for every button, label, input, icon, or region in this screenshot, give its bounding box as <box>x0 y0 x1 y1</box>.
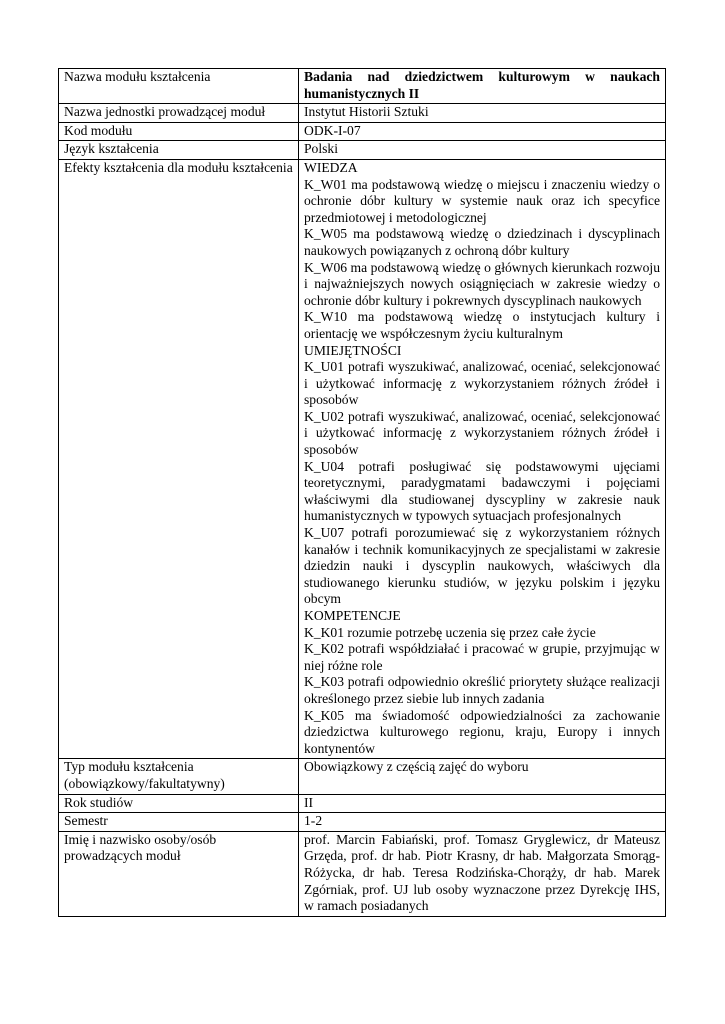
teachers-label: Imię i nazwisko osoby/osób prowadzących moduł <box>59 831 299 916</box>
competences-heading: KOMPETENCJE <box>304 608 401 623</box>
row-semester <box>59 813 666 832</box>
type-label: Typ modułu kształcenia (obowiązkowy/fakultatywny) <box>59 759 299 794</box>
outcome-item: K_W06 ma podstawową wiedzę o głównych kierunkach rozwoju i najważniejszych nowych osiągnięciach w zakresie wiedzy o ochronie dóbr kultury i pokrewnych dyscyplinach naukowych <box>304 259 660 308</box>
outcome-item: K_K01 rozumie potrzebę uczenia się przez całe życie <box>304 624 596 640</box>
module-syllabus-table <box>58 68 666 917</box>
outcome-item: K_W01 ma podstawową wiedzę o miejscu i znaczeniu wiedzy o ochronie dóbr kultury w systemie nauk oraz ich specyfice przedmiotowej i metodologicznej <box>304 176 660 225</box>
module-name-value: Badania nad dziedzictwem kulturowym w naukach humanistycznych II <box>299 69 666 104</box>
row-teachers <box>59 831 666 916</box>
outcomes-label: Efekty kształcenia dla modułu kształcenia <box>59 159 299 758</box>
outcome-item: K_K03 potrafi odpowiednio określić priorytety służące realizacji określonego przez siebie lub innych zadania <box>304 674 660 706</box>
outcomes-value <box>299 159 666 758</box>
outcome-item: K_W05 ma podstawową wiedzę o dziedzinach i dyscyplinach naukowych powiązanych z ochroną dóbr kultury <box>304 226 660 258</box>
outcome-item: K_U07 potrafi porozumiewać się z wykorzystaniem różnych kanałów i technik komunikacyjnych ze specjalistami w zakresie dziedzin nauki i dyscyplin naukowych, właściwych dla studiowanego kierunku studiów, w języku polskim i języku obcym <box>304 525 660 607</box>
row-unit <box>59 104 666 123</box>
language-label: Język kształcenia <box>59 141 299 160</box>
year-label: Rok studiów <box>59 794 299 813</box>
module-name-label: Nazwa modułu kształcenia <box>59 69 299 104</box>
outcome-item: K_U02 potrafi wyszukiwać, analizować, oceniać, selekcjonować i użytkować informację z wykorzystaniem różnych źródeł i sposobów <box>304 408 660 458</box>
row-outcomes <box>59 159 666 758</box>
row-code <box>59 122 666 141</box>
language-value: Polski <box>299 141 666 160</box>
row-type <box>59 759 666 794</box>
outcome-item: K_K02 potrafi współdziałać i pracować w grupie, przyjmując w niej różne role <box>304 641 660 673</box>
outcome-item: K_U01 potrafi wyszukiwać, analizować, oceniać, selekcjonować i użytkować informację z wykorzystaniem różnych źródeł i sposobów <box>304 359 660 408</box>
type-value: Obowiązkowy z częścią zajęć do wyboru <box>299 759 666 794</box>
row-language <box>59 141 666 160</box>
row-module-name <box>59 69 666 104</box>
row-year <box>59 794 666 813</box>
semester-value: 1-2 <box>299 813 666 832</box>
code-label: Kod modułu <box>59 122 299 141</box>
year-value: II <box>299 794 666 813</box>
unit-label: Nazwa jednostki prowadzącej moduł <box>59 104 299 123</box>
unit-value: Instytut Historii Sztuki <box>299 104 666 123</box>
outcome-item: K_W10 ma podstawową wiedzę o instytucjach kultury i orientację we współczesnym życiu kulturalnym <box>304 309 660 341</box>
knowledge-heading: WIEDZA <box>304 159 358 175</box>
outcome-item: K_U04 potrafi posługiwać się podstawowymi ujęciami teoretycznymi, paradygmatami badawczymi i pojęciami właściwymi dla studiowanej dyscypliny w zakresie nauk humanistycznych w typowych sytuacjach profesjonalnych <box>304 458 660 524</box>
code-value: ODK-I-07 <box>299 122 666 141</box>
outcome-item: K_K05 ma świadomość odpowiedzialności za zachowanie dziedzictwa kulturowego regionu, kraju, Europy i innych kontynentów <box>304 707 660 756</box>
teachers-value: prof. Marcin Fabiański, prof. Tomasz Gryglewicz, dr Mateusz Grzęda, prof. dr hab. Piotr Krasny, dr hab. Małgorzata Smorąg-Różycka, dr hab. Teresa Rodzińska-Chorąży, dr hab. Marek Zgórniak, prof. UJ lub osoby wyznaczone przez Dyrekcję IHS, w ramach posiadanych <box>299 831 666 916</box>
semester-label: Semestr <box>59 813 299 832</box>
skills-heading: UMIEJĘTNOŚCI <box>304 342 402 358</box>
